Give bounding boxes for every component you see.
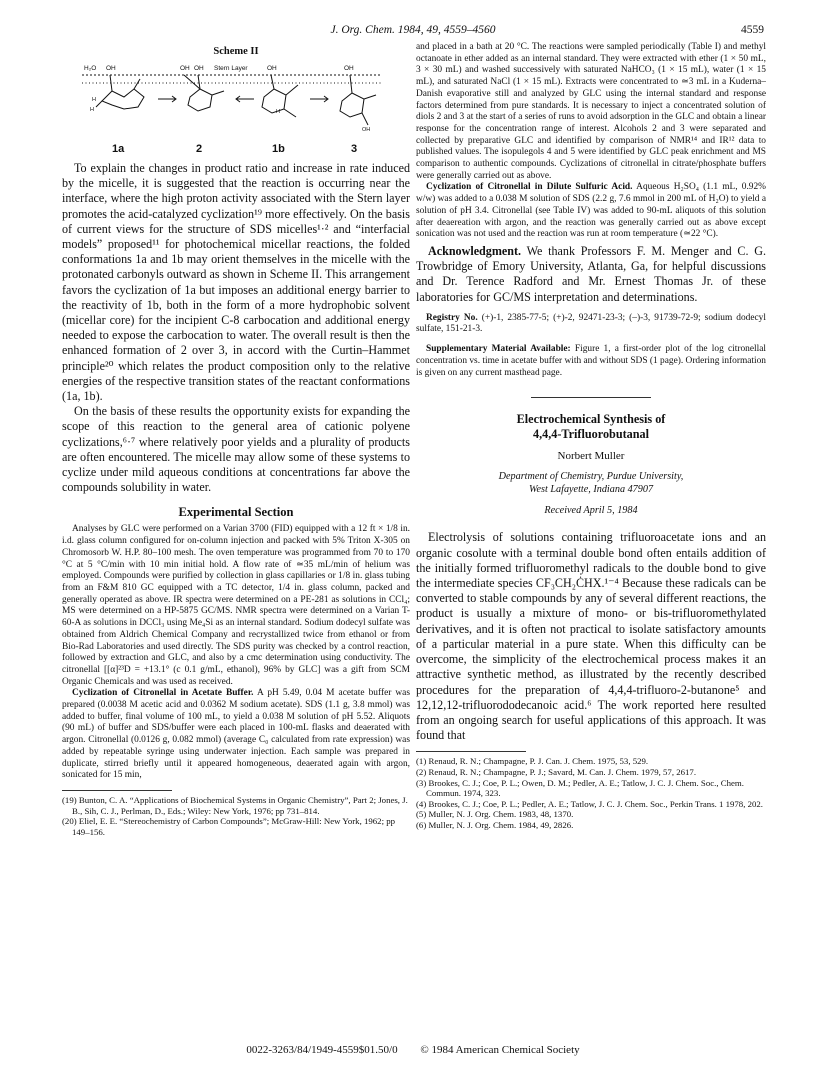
received-date: Received April 5, 1984 [544, 505, 638, 517]
compound-label-2: 2 [196, 143, 203, 155]
svg-text:OH: OH [267, 65, 277, 72]
svg-text:OH: OH [106, 65, 116, 72]
svg-text:OH: OH [194, 65, 204, 72]
footnote-19: (19) Bunton, C. A. “Applications of Biochemical Systems in Organic Chemistry”, Part 2; Jones, J. B., Sih, C. J., Perlman, D., Eds.; Wiley: New York, 1976; pp 731–814. [62, 794, 408, 816]
registry-heading: Registry No. [426, 312, 478, 323]
article-title [416, 412, 766, 442]
running-header [62, 24, 764, 40]
article-title-line-2: 4,4,4-Trifluorobutanal [532, 427, 650, 442]
left-column [62, 42, 410, 837]
compound-label-3: 3 [351, 143, 358, 155]
right-column [416, 42, 766, 830]
footnote-2: (2) Renaud, R. N.; Champagne, P. J.; Savard, M. Can. J. Chem. 1979, 57, 2617. [416, 766, 697, 777]
experimental-section-heading: Experimental Section [178, 505, 294, 520]
compound-label-1a: 1a [112, 143, 125, 155]
footer-code: 0022-3263/84/1949-4559$01.50/0 [246, 1044, 398, 1056]
compound-label-1b: 1b [272, 143, 285, 155]
sulfuric-acid-paragraph [416, 182, 766, 241]
acetate-buffer-text: A pH 5.49, 0.04 M acetate buffer was prepared (0.0038 M acetic acid and 0.0362 M sodium acetate). SDS (1.1 g, 3.8 mmol) was added to buffer, final volume of 100 mL, to yield a 0.038 M solution of pH 5.52. Aliquots (90 mL) of buffer and SDS/buffer were each placed in 100-mL flasks and deaerated with argon. Citronellal (0.0126 g, 0.082 mmol) (average C₀ calculated from rate expression) was added by repeatable syringe using underwater injection. Each sample was prepared in duplicate, stirred briefly until it appeared homogeneous, deaerated again with argon, sonicated for 15 min, [62, 688, 410, 781]
article-title-line-1: Electrochemical Synthesis of [516, 412, 666, 427]
svg-text:H: H [90, 107, 94, 113]
affiliation-line-2: West Lafayette, Indiana 47907 [528, 483, 654, 495]
experimental-paragraph-1: Analyses by GLC were performed on a Varian 3700 (FID) equipped with a 12 ft × 1/8 in. i.d. glass column configured for on-column injection and packed with 5% Triton X-305 on Chromosorb W. H.P. 80–100 mesh. The oven temperature was programmed from 70 to 170 °C at 5 °C/min with 10 min initial hold. A flow rate of ≃35 mL/min of helium was employed. Compounds were purified by collection in glass capillaries or 1/8 in. glass tubing from an F&M 810 GC equipped with a TC detector, 1/4 in. glass column, packed and generally operated as above. IR spectra were determined on a PE-281 as solutions in CCl₄; MS were determined on a HP-5875 GC/MS. NMR spectra were determined on a Varian T-60-A as solutions in DCCl₃ using Me₄Si as an internal standard. Sodium dodecyl sulfate was obtained from Aldrich Chemical Company and recrystallized twice from ethanol or from Bio-Rad Laboratories and used directly. The SDS purity was checked by a control reaction, followed by extraction and GLC, and also by a cmc determination using conductivity. The citronellal [[α]²³D = +13.1° (c 0.1 g/mL, ethanol), 96% by GLC] was a gift from SCM Organic Chemicals and was used as received. [62, 524, 410, 687]
acknowledgment-text: We thank Professors F. M. Menger and C. G. Trowbridge of Emory University, Atlanta, Ga, for helpful discussions and Dr. Terence Radford and Mr. Ernest Thomas Jr. of these laboratories for GC/MS interpretation and determinations. [416, 243, 766, 304]
journal-citation: J. Org. Chem. 1984, 49, 4559–4560 [330, 24, 496, 36]
acetate-buffer-paragraph [62, 688, 410, 782]
h2o-label: H₂O [84, 65, 97, 72]
article-footnote-rule [416, 751, 526, 752]
article-affiliation [416, 471, 766, 496]
affiliation-line-1: Department of Chemistry, Purdue University, [498, 471, 684, 483]
footnote-rule [62, 790, 172, 791]
footnote-3: (3) Brookes, C. J.; Coe, P. L.; Owen, D. M.; Pedler, A. E.; Tatlow, J. C. J. Chem. Soc., Chem. Commun. 1974, 323. [416, 777, 744, 799]
supplementary-text: Figure 1, a first-order plot of the log citronellal concentration vs. time in acetate buffer with and without SDS (1 page). Ordering information is given on any current masthead page. [416, 344, 766, 378]
page-footer [62, 1044, 764, 1056]
supplementary-heading: Supplementary Material Available: [426, 344, 571, 355]
discussion-paragraph-1: To explain the changes in product ratio and increase in rate induced by the micelle, it is suggested that the reaction is occurring near the interface, where the high proton activity associated with the Stern layer promotes the acid-catalyzed cyclization¹⁹ more effectively. On the basis of current views for the structure of SDS micelles¹·² and “interfacial models” proposed¹¹ for photochemical micellar reactions, the folded conformations 1a and 1b may orient themselves in the micelle with the protonated carbonyls outward as shown in Scheme II. This arrangement favors the cyclization of 1a but imposes an additional energy barrier to the reactivity of 1b, both in the form of a more hydrophobic solvent (micellar core) for the incipient C-8 carbocation and additional energy needed to expose the carbocation to water. The overall result is then the enhanced formation of 2 over 3, in accord with the Curtin–Hammet principle²⁰ which relates the product composition only to the relative energies of the respective transition states of the reactant conformations (1a, 1b). [62, 161, 410, 404]
discussion-paragraph-2: On the basis of these results the opportunity exists for expanding the scope of this reaction to the general area of cationic polyene cyclizations,⁶·⁷ where relatively poor yields and a plurality of products are often encountered. The micelle may allow some of these systems to cyclize under mild aqueous conditions at concentrations far above the compounds solubility in water. [62, 404, 410, 495]
svg-text:H: H [276, 109, 280, 115]
footnote-20: (20) Eliel, E. E. “Stereochemistry of Carbon Compounds”; McGraw-Hill: New York, 1962; pp 149–156. [62, 816, 396, 837]
footnote-5: (5) Muller, N. J. Org. Chem. 1983, 48, 1370. [416, 809, 574, 820]
registry-paragraph [416, 313, 766, 336]
sulfuric-acid-heading: Cyclization of Citronellal in Dilute Sulfuric Acid. [426, 182, 633, 193]
scheme-compound-labels [62, 143, 410, 161]
svg-text:OH: OH [344, 65, 354, 72]
sulfuric-acid-text: Aqueous H₂SO₄ (1.1 mL, 0.92% w/w) was added to a 0.038 M solution of SDS (2.2 g, 7.6 mmol in 200 mL of H₂O) to yield a solution of pH 3.4. Citronellal (see Table IV) was added to 90-mL aliquots of this solution after deaereation with argon, and the reaction was generally carried out as above except sonication was not used and the reaction was run at room temperature (≃22 °C). [416, 182, 766, 240]
footnote-6: (6) Muller, N. J. Org. Chem. 1984, 49, 2826. [416, 819, 574, 830]
article-separator-rule [531, 397, 651, 398]
page-number: 4559 [741, 24, 764, 36]
registry-text: (+)-1, 2385-77-5; (+)-2, 92471-23-3; (–)-3, 91739-72-9; sodium dodecyl sulfate, 151-21-3. [416, 312, 766, 335]
supplementary-paragraph [416, 344, 766, 379]
footnote-1: (1) Renaud, R. N.; Champagne, P. J. Can. J. Chem. 1975, 53, 529. [416, 756, 649, 767]
scheme-ii-diagram [62, 61, 410, 143]
acknowledgment-heading: Acknowledgment. [428, 243, 522, 258]
continued-paragraph: and placed in a bath at 20 °C. The reactions were sampled periodically (Table I) and methyl octanoate in ether added as an internal standard. They were extracted with ether (1 × 50 mL, 3 × 30 mL) and washed successively with saturated NaHCO₃ (1 × 15 mL), water (1 × 15 mL), and saturated NaCl (1 × 15 mL). Extracts were concentrated to ≃3 mL in a Kuderna–Danish evaporative still and analyzed by GLC using the internal standard and response factors determined from pure standards. It is necessary to inject a concentrated solution of diols 2 and 3 at the start of a series of runs to avoid adsorption in the GLC and obtain a linear response for the concentration range of interest. Alcohols 2 and 3 were separated and collected by preparative GLC and identified by comparison of NMR¹⁴ and IR¹² data to published values. The isopulegols 4 and 5 were identified by GLC peak enrichment and MS comparison to authentic compounds. Cyclizations of citronellal in citrate/phosphate buffers were generally carried out as above. [416, 42, 766, 181]
article-intro-paragraph: Electrolysis of solutions containing trifluoroacetate ions and an organic cosolute with a terminal double bond often entails addition of the initially formed trifluoromethyl radicals to the double bond to give the intermediate species CF₃CH₂ĊHX.¹⁻⁴ Because these radicals can be converted to stable compounds by any of several different reactions, the product is usually a mixture of mono- or bis-trifluoromethylated derivatives, and it is often not practical to isolate satisfactory amounts of a particular material in a pure state. When this difficulty can be overcome, the simplicity of the electrochemical process makes it an attractive synthetic method, as illustrated by the recently described procedures for the preparation of 4,4,4-trifluoro-2-butanone⁵ and 12,12,12-trifluorododecanoic acid.⁶ The work reported here resulted from an ongoing search for useful applications of this approach. It was found that [416, 530, 766, 743]
svg-text:H: H [92, 97, 96, 103]
svg-text:OH: OH [362, 127, 371, 133]
article-author: Norbert Muller [557, 450, 625, 463]
stern-layer-label: Stern Layer [214, 65, 248, 72]
scheme-title: Scheme II [213, 46, 259, 57]
footer-copyright: © 1984 American Chemical Society [420, 1044, 580, 1056]
acetate-buffer-heading: Cyclization of Citronellal in Acetate Buffer. [72, 688, 254, 699]
footnote-4: (4) Brookes, C. J.; Coe, P. L.; Pedler, A. E.; Tatlow, J. C. J. Chem. Soc., Perkin Trans. 1 1978, 202. [416, 798, 764, 809]
acknowledgment-paragraph [416, 244, 766, 305]
svg-text:OH: OH [180, 65, 190, 72]
